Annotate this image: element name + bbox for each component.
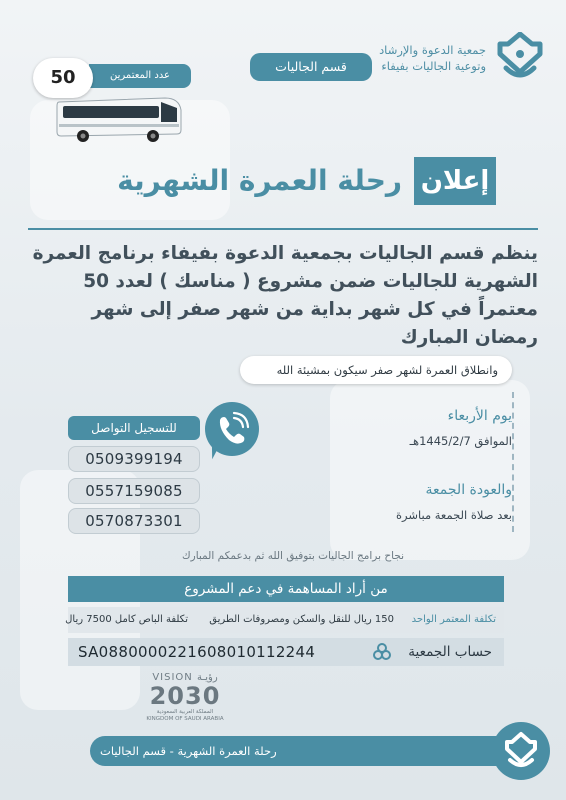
mosque-logo-icon — [496, 32, 544, 84]
background-shape — [330, 380, 530, 560]
launch-notice: وانطلاق العمرة لشهر صفر سيكون بمشيئة الله — [240, 356, 512, 384]
return-time: بعد صلاة الجمعة مباشرة — [395, 508, 512, 522]
departure-block — [410, 408, 512, 448]
pilgrim-count-label: عدد المعتمرين — [89, 64, 191, 88]
vision-2030-logo — [140, 672, 230, 732]
blessing-text: نجاح برامج الجاليات بتوفيق الله ثم بدعمكم المبارك — [181, 550, 405, 562]
footer-logo-icon — [492, 722, 550, 780]
footer-text: رحلة العمرة الشهرية - قسم الجاليات — [100, 744, 277, 758]
vision-kingdom-en: KINGDOM OF SAUDI ARABIA — [146, 716, 224, 722]
account-row — [68, 638, 504, 666]
divider — [28, 228, 538, 230]
iban-number[interactable]: SA0880000221608010112244 — [78, 643, 316, 661]
phone-number[interactable]: 0557159085 — [68, 478, 200, 504]
announcement-title — [60, 157, 506, 207]
org-name-line2: وتوعية الجاليات بفيفاء — [381, 59, 486, 73]
intro-paragraph: ينظم قسم الجاليات بجمعية الدعوة بفيفاء برنامج العمرة الشهرية للجاليات ضمن مشروع ( مناسك ) لعدد 50 معتمراً في كل شهر بداية من شهر صفر إلى شهر رمضان المبارك — [32, 243, 538, 348]
contribution-heading: من أراد المساهمة في دعم المشروع — [68, 576, 504, 602]
phone-number[interactable]: 0570873301 — [68, 508, 200, 534]
return-day: والعودة الجمعة — [425, 482, 512, 498]
vision-year: 2030 — [149, 682, 221, 710]
cost-single-value: 150 ريال للنقل والسكن ومصروفات الطريق — [209, 614, 394, 625]
cost-bus: تكلفة الباص كامل 7500 ريال — [65, 614, 188, 625]
account-label: حساب الجمعية — [408, 644, 492, 660]
phone-number[interactable]: 0509399194 — [68, 446, 200, 472]
vision-kingdom-ar: المملكة العربية السعودية — [156, 709, 214, 715]
bank-logo-icon — [372, 642, 392, 662]
return-block — [396, 482, 512, 522]
departure-day: يوم الأربعاء — [447, 408, 512, 424]
departure-date: الموافق 1445/2/7هـ — [409, 434, 512, 448]
page-title: رحلة العمرة الشهرية — [117, 164, 402, 197]
pilgrim-count-group — [33, 58, 193, 148]
registration-label: للتسجيل التواصل — [68, 416, 200, 440]
org-name-line1: جمعية الدعوة والإرشاد — [379, 43, 486, 57]
vision-latin: VISION — [152, 672, 193, 683]
org-name — [379, 42, 486, 74]
vision-arabic: رؤيـة — [196, 672, 218, 683]
announcement-badge: إعلان — [414, 157, 496, 205]
phone-icon — [205, 402, 259, 456]
department-pill: قسم الجاليات — [250, 53, 372, 81]
timeline-line — [512, 392, 514, 532]
cost-single-label: تكلفة المعتمر الواحد — [411, 614, 496, 625]
pilgrim-count: 50 — [33, 58, 93, 98]
cost-row — [65, 607, 504, 633]
